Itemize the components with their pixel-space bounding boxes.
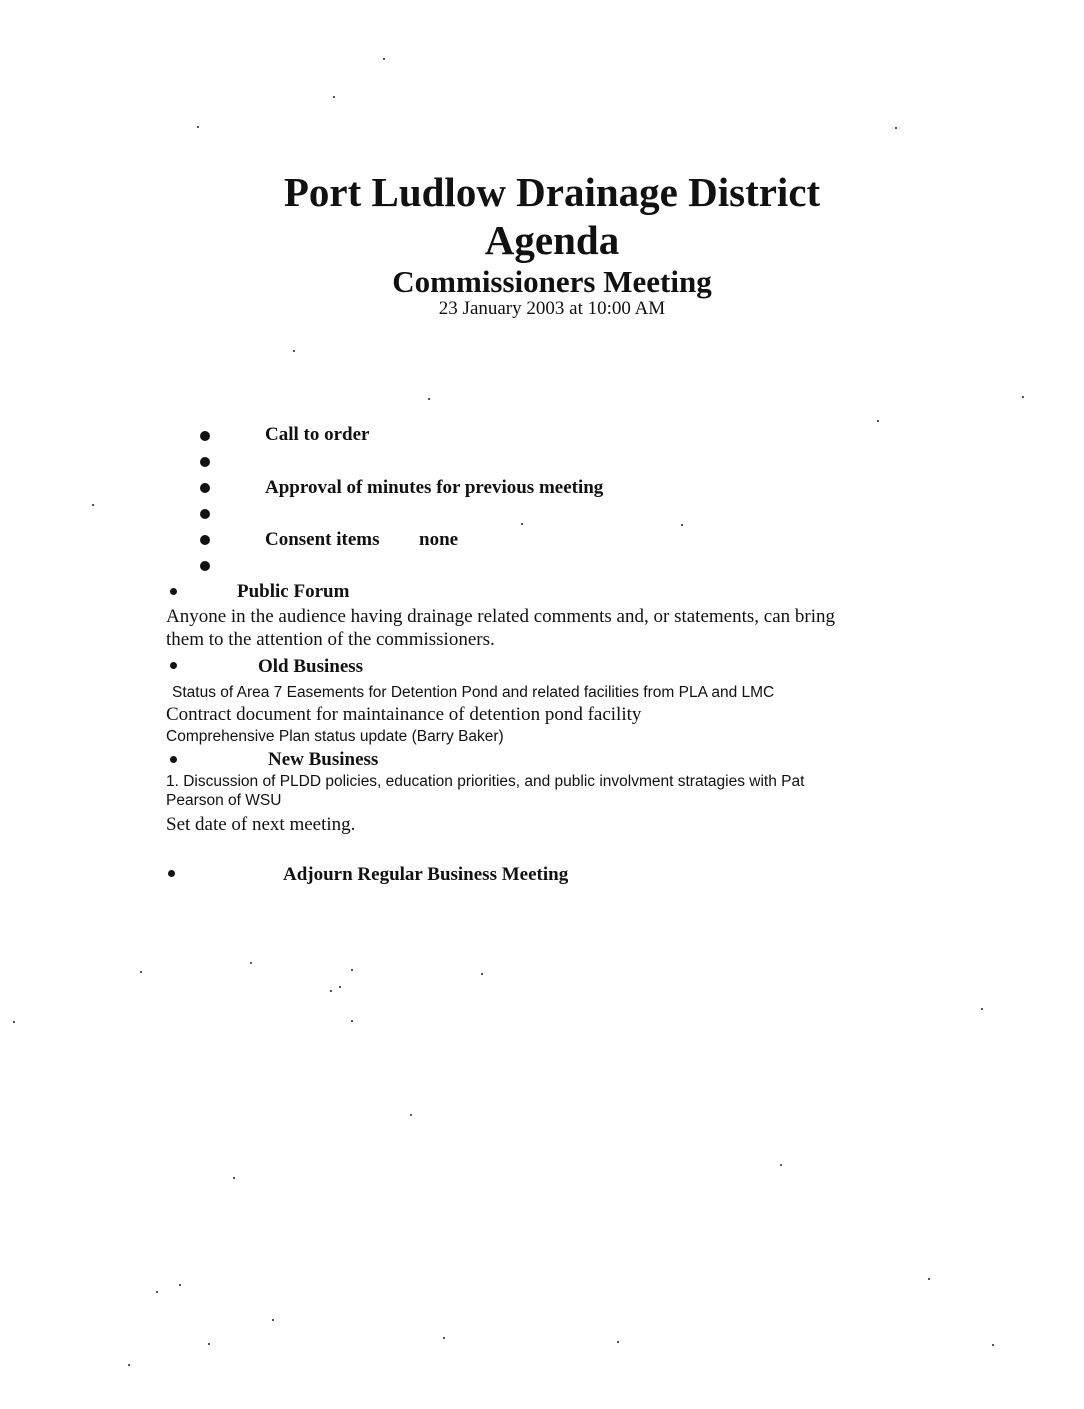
bullet-icon [200,457,210,467]
old-business-heading: Old Business [258,656,364,677]
scan-speck [272,1319,274,1321]
new-business-heading: New Business [268,749,379,770]
new-business-line1a: 1. Discussion of PLDD policies, education priorities, and public involvment stratagies with Pat [166,773,805,790]
scan-speck [877,420,879,422]
scan-speck [197,126,199,128]
scan-speck [293,350,295,352]
scan-speck [92,504,94,506]
agenda-item-consent-items: Consent items [265,529,380,550]
bullet-icon [200,483,210,493]
scan-speck [333,96,335,98]
scan-speck [383,58,385,60]
bullet-icon [200,431,210,441]
scan-speck [128,1364,130,1366]
scan-speck [13,1021,15,1023]
scan-speck [233,1177,235,1179]
scan-speck [481,973,483,975]
meeting-type-title: Commissioners Meeting [392,264,712,299]
scan-speck [928,1278,930,1280]
new-business-line1b: Pearson of WSU [166,792,282,809]
public-forum-description-line1: Anyone in the audience having drainage related comments and, or statements, can bring [166,606,835,627]
scan-speck [1022,396,1024,398]
scan-speck [156,1291,158,1293]
bullet-icon [170,588,177,595]
scan-speck [428,398,430,400]
scan-speck [617,1341,619,1343]
scan-speck [410,1114,412,1116]
bullet-icon [200,535,210,545]
consent-items-value: none [419,529,459,550]
scan-speck [339,986,341,988]
public-forum-description-line2: them to the attention of the commissioners. [166,629,495,650]
scan-speck [250,962,252,964]
bullet-icon [168,870,175,877]
scan-speck [351,969,353,971]
old-business-line1: Status of Area 7 Easements for Detention Pond and related facilities from PLA and LMC [172,684,775,701]
scan-speck [351,1020,353,1022]
organization-title: Port Ludlow Drainage District [283,169,821,215]
scan-speck [179,1284,181,1286]
bullet-icon [170,756,177,763]
scan-speck [521,523,523,525]
scan-speck [992,1344,994,1346]
agenda-item-call-to-order: Call to order [265,424,370,445]
scan-speck [681,524,683,526]
old-business-line3: Comprehensive Plan status update (Barry Baker) [166,728,504,745]
bullet-icon [170,662,177,669]
scan-speck [140,971,142,973]
scan-speck [981,1008,983,1010]
bullet-icon [200,509,210,519]
meeting-date: 23 January 2003 at 10:00 AM [438,298,666,319]
document-type-title: Agenda [484,217,620,263]
new-business-line2: Set date of next meeting. [166,814,356,835]
bullet-icon [200,561,210,571]
public-forum-heading: Public Forum [237,581,350,602]
old-business-line2: Contract document for maintainance of detention pond facility [166,704,642,725]
scan-speck [895,127,897,129]
scan-speck [330,990,332,992]
agenda-item-approval-minutes: Approval of minutes for previous meeting [265,477,604,498]
agenda-item-adjourn: Adjourn Regular Business Meeting [283,864,569,885]
scan-speck [780,1164,782,1166]
scan-speck [208,1343,210,1345]
scan-speck [443,1337,445,1339]
